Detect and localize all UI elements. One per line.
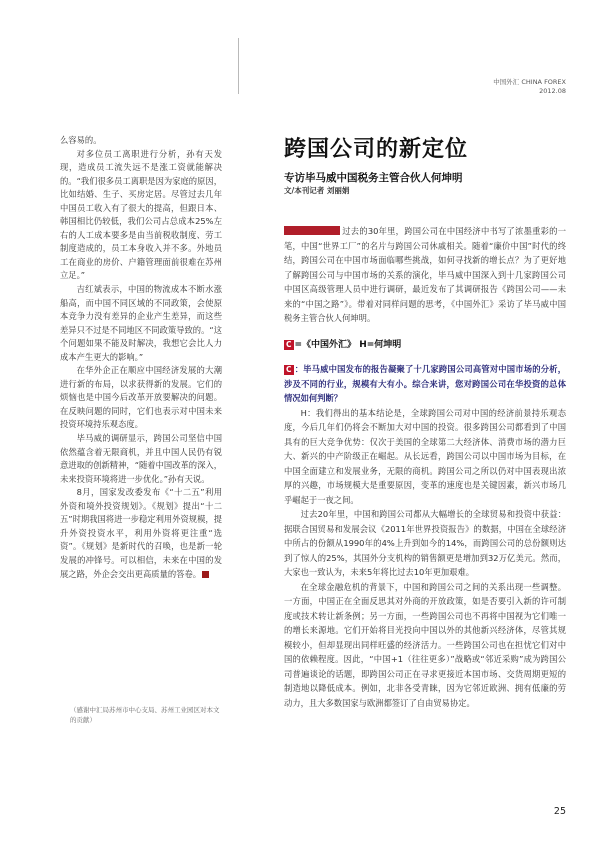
left-paragraph-text: 8月，国家发改委发布《“十二五”利用外资和境外投资规划》。《规划》提出“十二五”时期我国将进一步稳定利用外资规模，提升外资投资水平，利用外资将更注重“选资”。《规划》是新时代的召唤，也是新一轮发展的冲锋号。可以相信，未来在中国的发展之路，外企会交出更高质量的答卷。 xyxy=(60,487,222,579)
article-subtitle: 专访毕马威中国税务主管合伙人何坤明 xyxy=(284,172,463,184)
issue-date: 2012.08 xyxy=(539,87,566,95)
credit-note: （感谢中汇局苏州市中心支局、苏州工业园区对本文的贡献） xyxy=(70,706,220,724)
interview-question xyxy=(284,362,566,406)
question-tag-c: C xyxy=(286,365,292,374)
magazine-header xyxy=(493,78,566,96)
end-mark-icon xyxy=(202,571,209,578)
qa-legend-text: =《中国外汇》 H=何坤明 xyxy=(294,339,402,350)
answer-paragraph: H：我们得出的基本结论是，全球跨国公司对中国的经济前景持乐观态度，今后几年们仍将会不断加大对中国的投资。很多跨国公司都看到了中国具有的巨大竞争优势：仅次于美国的全球第二大经济体、消费市场的潜力巨大、新兴的中产阶级正在崛起。从长远看，跨国公司以中国市场为目标，在中国全面建立和发展业务，无限的商机。跨国公司之所以仍对中国表现出浓厚的兴趣，市场规模大是重要原因，变革的速度也是关键因素，新兴市场几乎崛起于一夜之间。 xyxy=(284,407,566,505)
lede-marker-bar xyxy=(284,226,340,235)
qa-tag-c: C xyxy=(286,339,292,349)
article-byline: 文/本刊记者 刘丽娟 xyxy=(284,186,350,195)
left-paragraph-final xyxy=(60,486,222,581)
left-paragraph: 么容易的。 xyxy=(60,135,102,145)
left-column xyxy=(60,134,222,581)
question-text: ：毕马威中国发布的报告凝聚了十几家跨国公司高管对中国市场的分析，涉及不同的行业，规模有大有小。综合来讲，您对跨国公司在华投资的总体情况如何判断？ xyxy=(284,364,566,403)
qa-legend xyxy=(284,338,566,353)
page-number: 25 xyxy=(553,806,566,817)
answer-paragraph: 过去20年里，中国和跨国公司都从大幅增长的全球贸易和投资中获益：据联合国贸易和发展会议《2011年世界投资报告》的数据，中国在全球经济中所占的份额从1990年的4%上升到如今的14%，而跨国公司的总份额则达到了惊人的25%，其国外分支机构的销售额更是增加到32万亿美元。然而，大家也一致认为，未来5年将比过去10年更加艰难。 xyxy=(284,509,566,577)
right-column xyxy=(284,224,566,710)
left-paragraph: 毕马威的调研显示，跨国公司坚信中国依然蕴含着无限商机，并且中国人民仍有锐意进取的创新精神，“随着中国改革的深入，未来投资环境将进一步优化。”孙有天说。 xyxy=(60,433,222,484)
column-divider xyxy=(238,38,239,94)
left-paragraph: 在华外企正在顺应中国经济发展的大潮进行新的布局，以求获得新的发展。它们的烦恼也是中国今后改革开放要解决的问题。在反映问题的同时，它们也表示对中国未来投资环境持乐观态度。 xyxy=(60,365,222,430)
magazine-name: 中国外汇 CHINA FOREX xyxy=(493,78,566,86)
left-paragraph: 对多位员工离职进行分析，孙有天发现，造成员工流失远不是涨工资就能解决的。“我们很多员工离职是因为家庭的原因，比如结婚、生子、买房定居。尽管过去几年中国员工收入有了很大的提高，但跟日本、韩国相比仍较低，我们公司占总成本25%左右的人工成本要多是由当前税收制度、劳工制度造成的，员工本身收入并不多。外地员工在商业的房价、户籍管理面前很难在苏州立足。” xyxy=(60,148,222,281)
answer-paragraph: 在全球金融危机的背景下，中国和跨国公司之间的关系出现一些调整。一方面，中国正在全面反思其对外商的开放政策，如是否要引入新的许可制度或技术转让新条例；另一方面，一些跨国公司也不再将中国视为它们唯一的增长来源地。它们开始将目光投向中国以外的其他新兴经济体，尽管其规模较小，但却显现出同样旺盛的经济活力。一些跨国公司也在担忧它们对中国的依赖程度。因此，“中国+1（往往更多）”战略或“邻近采购”成为跨国公司普遍谈论的话题，即跨国公司正在寻求更接近本国市场、交货周期更短的制造地以降低成本。例如，北非各受青睐，因为它邻近欧洲、拥有低廉的劳动力，且大多数国家与欧洲都签订了自由贸易协定。 xyxy=(284,581,566,708)
article-title: 跨国公司的新定位 xyxy=(284,137,469,162)
left-paragraph: 吉红斌表示，中国的物流成本不断水涨船高，而中国不同区域的不同政策，会使原本竞争力没有差异的企业产生差异，而这些差异只不过是不同地区不同政策导致的。“这个问题如果不能及时解决，我想它会比人力成本产生更大的影响。” xyxy=(60,284,222,362)
article-lede xyxy=(284,224,566,326)
lede-text: 过去的30年里，跨国公司在中国经济中书写了浓墨重彩的一笔，中国“世界工厂”的名片与跨国公司休戚相关。随着“廉价中国”时代的终结，跨国公司在中国市场面临哪些挑战，如何寻找新的增长点？为了更好地了解跨国公司与中国市场的关系的演化，毕马威中国深入到十几家跨国公司中国区高级管理人员中进行调研，最近发布了其调研报告《跨国公司——未来的“中国之路”》。带着对同样问题的思考，《中国外汇》采访了毕马威中国税务主管合伙人何坤明。 xyxy=(284,226,566,323)
